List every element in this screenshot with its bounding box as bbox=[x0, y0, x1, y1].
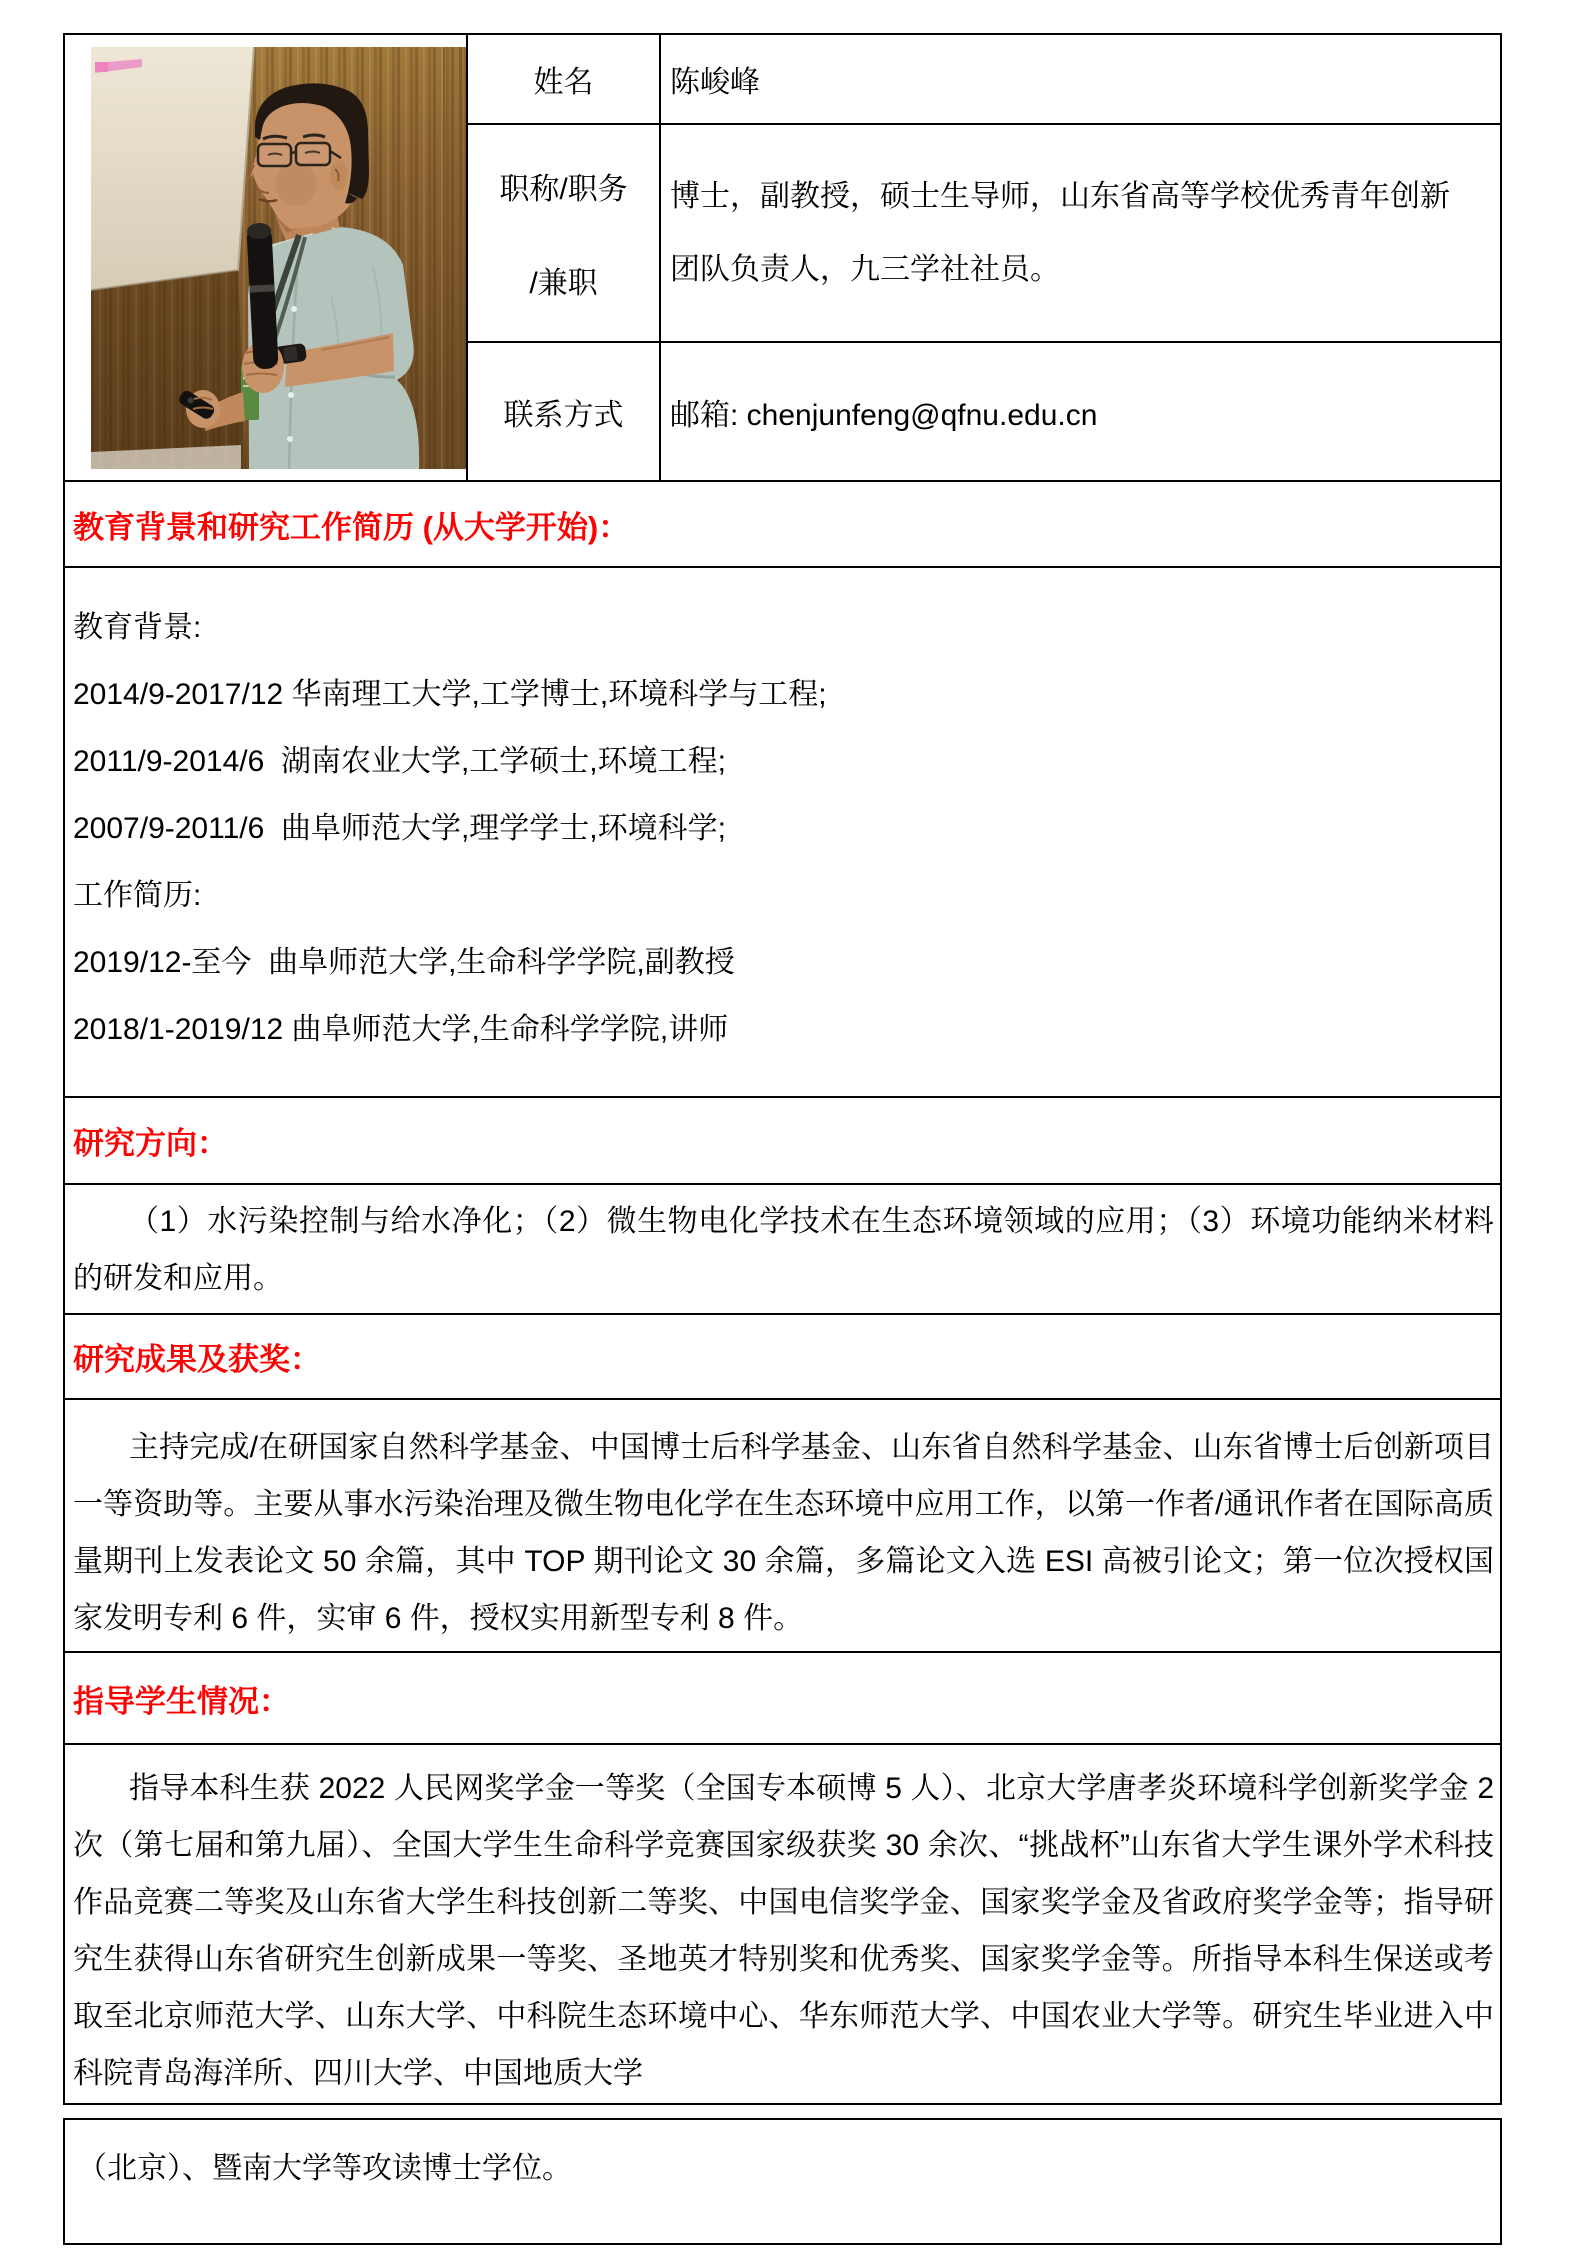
section-header-students: 指导学生情况： bbox=[63, 1651, 1502, 1745]
research-direction-paragraph: （1）水污染控制与给水净化；（2）微生物电化学技术在生态环境领域的应用；（3）环境功能纳米材料的研发和应用。 bbox=[73, 1205, 1494, 1295]
section-header-achievements: 研究成果及获奖： bbox=[63, 1313, 1502, 1400]
profile-table bbox=[63, 33, 1502, 482]
contact-label: 联系方式 bbox=[466, 341, 659, 480]
students-overflow-box bbox=[63, 2118, 1502, 2245]
education-line: 2007/9-2011/6 曲阜师范大学,理学学士,环境科学; bbox=[73, 812, 726, 845]
education-line: 2018/1-2019/12 曲阜师范大学,生命科学学院,讲师 bbox=[73, 1013, 729, 1046]
section-header-research-direction: 研究方向： bbox=[63, 1096, 1502, 1185]
projection-screen bbox=[91, 47, 254, 290]
name-value: 陈峻峰 bbox=[659, 35, 1500, 123]
title-label-line1: 职称/职务 bbox=[499, 173, 628, 206]
title-value: 博士，副教授，硕士生导师，山东省高等学校优秀青年创新团队负责人，九三学社社员。 bbox=[659, 123, 1500, 341]
section-body-achievements bbox=[63, 1398, 1502, 1653]
name-label: 姓名 bbox=[466, 35, 659, 123]
title-label-line2: /兼职 bbox=[529, 267, 598, 300]
cv-content bbox=[63, 33, 1502, 2245]
students-paragraph: 指导本科生获 2022 人民网奖学金一等奖（全国专本硕博 5 人）、北京大学唐孝炎环境科学创新奖学金 2 次（第七届和第九届）、全国大学生生命科学竞赛国家级获奖 30 余次、“挑战杯”山东省大学生课外学术科技作品竞赛二等奖及山东省大学生科技创新二等奖、中国电信奖学金、国家奖学金及省政府奖学金等；指导研究生获得山东省研究生创新成果一等奖、圣地英才特别奖和优秀奖、国家奖学金等。所指导本科生保送或考取至北京师范大学、山东大学、中科院生态环境中心、华东师范大学、中国农业大学等。研究生毕业进入中科院青岛海洋所、四川大学、中国地质大学 bbox=[73, 1772, 1494, 2090]
section-body-students bbox=[63, 1743, 1502, 2105]
achievements-paragraph: 主持完成/在研国家自然科学基金、中国博士后科学基金、山东省自然科学基金、山东省博士后创新项目一等资助等。主要从事水污染治理及微生物电化学在生态环境中应用工作，以第一作者/通讯作者在国际高质量期刊上发表论文 50 余篇，其中 TOP 期刊论文 30 余篇，多篇论文入选 ESI 高被引论文；第一位次授权国家发明专利 6 件，实审 6 件，授权实用新型专利 8 件。 bbox=[73, 1431, 1494, 1635]
education-line: 2019/12-至今 曲阜师范大学,生命科学学院,副教授 bbox=[73, 946, 735, 979]
section-body-education bbox=[63, 566, 1502, 1098]
photo-cell bbox=[65, 35, 466, 480]
glasses bbox=[258, 143, 341, 166]
contact-value: 邮箱: chenjunfeng@qfnu.edu.cn bbox=[659, 341, 1500, 480]
section-header-education: 教育背景和研究工作简历 (从大学开始)： bbox=[63, 480, 1502, 568]
title-label bbox=[466, 123, 659, 341]
students-overflow-line: （北京）、暨南大学等攻读博士学位。 bbox=[77, 2152, 572, 2185]
lecturer-photo bbox=[91, 47, 467, 469]
education-line: 2014/9-2017/12 华南理工大学,工学博士,环境科学与工程; bbox=[73, 678, 827, 711]
education-line: 2011/9-2014/6 湖南农业大学,工学硕士,环境工程; bbox=[73, 745, 726, 778]
education-line: 工作简历: bbox=[73, 879, 202, 912]
section-body-research-direction bbox=[63, 1183, 1502, 1315]
education-line: 教育背景: bbox=[73, 611, 202, 644]
